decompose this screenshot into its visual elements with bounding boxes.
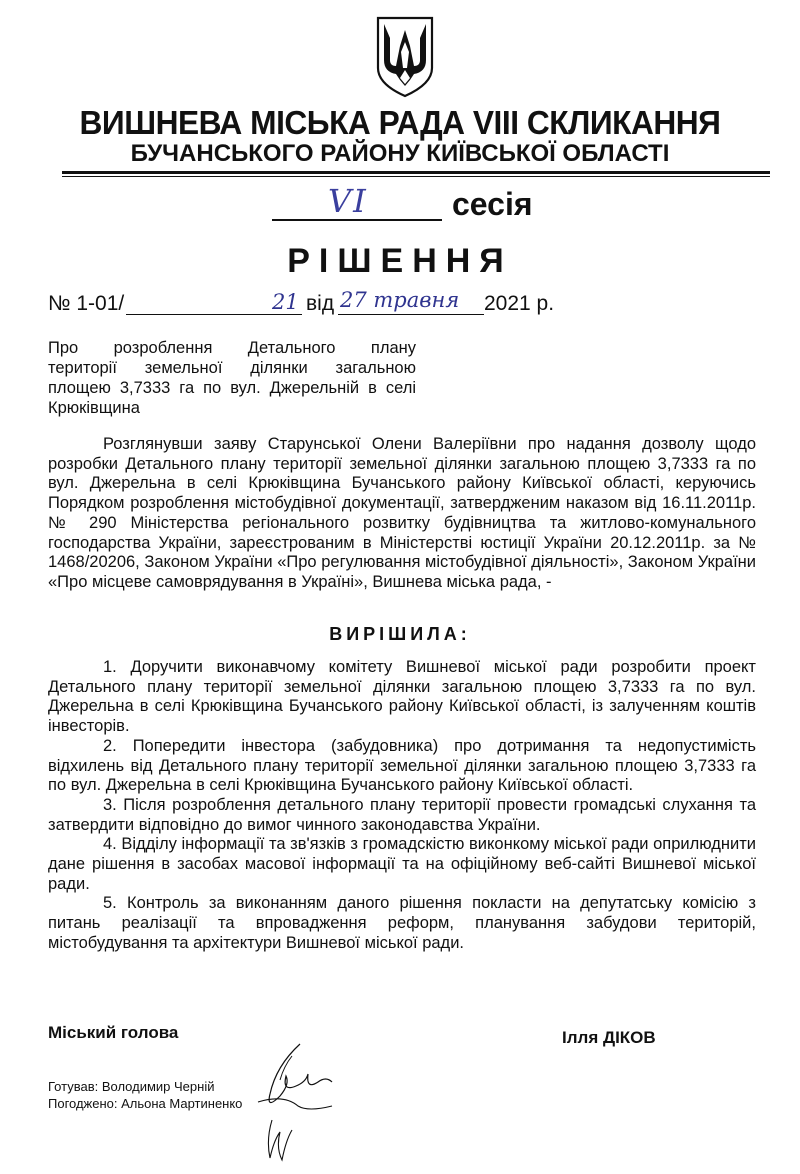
decision-item: 2. Попередити інвестора (забудовника) про дотримання та недопустимість відхилень від Детального плану території земельної ділянки загальною площею 3,7333 га по вул. Джерельна в селі Крюківщина Бучанського району Київської області. [48,736,756,795]
decision-number-prefix: № 1-01/ [48,292,125,315]
handwritten-signature [236,1036,356,1166]
preamble-paragraph: Розглянувши заяву Старунської Олени Валеріївни про надання дозволу щодо розробки Детального плану території земельної ділянки загальною площею 3,7333 га по вул. Джерельна в селі Крюківщина Бучанського району Київської області, керуючись Порядком розроблення містобудівної документації, затвердженим наказом від 16.11.2011р. № 290 Міністерства регіонального розвитку будівництва та житлово-комунального господарства України, зареєстрованим в Міністерстві юстиції України 20.12.2011р. за № 1468/20206, Законом України «Про регулювання містобудівної діяльності», Законом України «Про місцеве самоврядування в Україні», Вишнева міська рада, - [48,435,756,591]
decision-number-handwritten: 21 [272,290,299,314]
prepared-by: Готував: Володимир Черній [48,1079,215,1094]
subject-line: території земельної ділянки загальною [48,359,416,377]
session-label: сесія [452,186,533,222]
decision-date-handwritten: 27 травня [340,288,460,312]
subject-line: площею 3,7333 га по вул. Джерельній в селі [48,379,416,397]
council-title: ВИШНЕВА МІСЬКА РАДА VIII СКЛИКАННЯ [79,104,721,141]
number-underline [126,314,302,315]
decision-item: 5. Контроль за виконанням даного рішення покласти на депутатську комісію з питань реалізації та впровадження реформ, планування забудови територій, містобудування та архітектури Вишневої міської ради. [48,894,756,952]
mayor-label: Міський голова [48,1023,179,1042]
header-divider-thick [62,171,770,174]
header-divider-thin [62,176,770,177]
decision-year: 2021 р. [484,292,555,315]
trident-coat-of-arms-icon [374,16,436,98]
decision-item: 3. Після розроблення детального плану території провести громадські слухання та затвердити відповідно до вимог чинного законодавства України. [48,795,756,834]
session-number: VI [328,182,368,220]
document-title: РІШЕННЯ [287,242,513,280]
decision-number-row [48,288,748,322]
date-from-label: від [306,292,335,315]
subject-line: Крюківщина [48,399,140,417]
session-line [272,182,572,226]
decision-item: 1. Доручити виконавчому комітету Вишневої міської ради розробити проект Детального плану території земельної ділянки загальною площею 3,7333 га по вул. Джерельна в селі Крюківщина Бучанського району Київської області, із залученням коштів інвесторів. [48,658,756,736]
decision-subject [48,338,416,418]
decision-items [48,658,756,954]
preparers-block [48,1078,242,1112]
date-underline [338,314,484,315]
district-title: БУЧАНСЬКОГО РАЙОНУ КИЇВСЬКОЇ ОБЛАСТІ [130,140,670,167]
agreed-by: Погоджено: Альона Мартиненко [48,1096,243,1111]
decision-item: 4. Відділу інформації та зв'язків з громадскістю виконкому міської ради оприлюднити дане рішення в засобах масової інформації та на офіційному веб-сайті Вишневої міської ради. [48,835,756,893]
mayor-name: Ілля ДІКОВ [562,1028,656,1047]
preamble [48,435,756,593]
subject-line: Про розроблення Детального плану [48,339,416,357]
decided-heading: ВИРІШИЛА: [329,624,471,644]
